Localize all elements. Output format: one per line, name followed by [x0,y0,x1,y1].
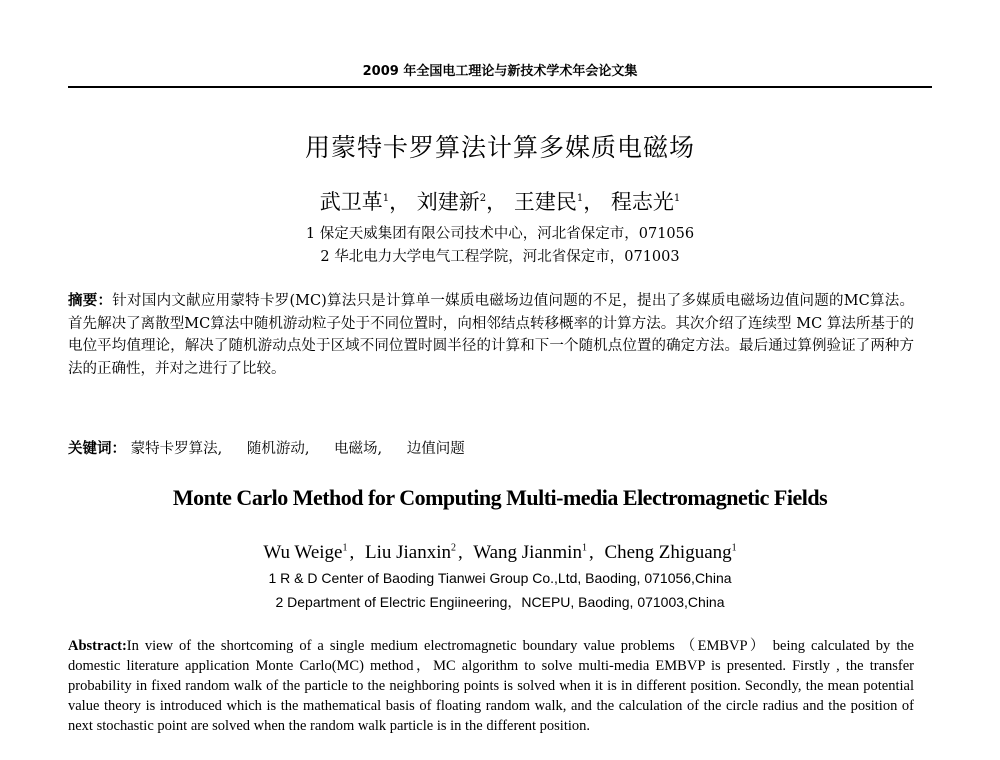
zh-author-4: 程志光$^1$ [610,190,681,214]
en-author-1: Wu Weige$^1$ , [263,542,355,563]
en-authors [0,542,1000,564]
en-author-4: Cheng Zhiguang$^1$ [604,542,737,563]
zh-keywords-label: 关键词： [68,440,126,457]
zh-author-2: 刘建新$^2$， [416,190,508,214]
en-abstract-label: Abstract: [68,638,127,654]
en-author-2: Liu Jianxin$^2$ , [364,542,463,563]
zh-abstract-label: 摘要： [68,292,113,309]
en-affiliation-1: 1 R & D Center of Baoding Tianwei Group Co.,Ltd, Baoding, 071056,China [268,570,732,586]
zh-author-1: 武卫革$^1$， [319,190,411,214]
en-title: Monte Carlo Method for Computing Multi-media Electromagnetic Fields [172,485,828,510]
zh-keyword: 边值问题 [406,441,465,457]
zh-keyword: 电磁场, [334,441,383,457]
zh-keywords [68,437,914,458]
en-affiliation-2: 2 Department of Electric Engiineering，NCEPU, Baoding, 071003,China [275,594,725,610]
zh-title: 用蒙特卡罗算法计算多媒质电磁场 [304,133,695,162]
zh-affiliation-2: 2 华北电力大学电气工程学院，河北省保定市，071003 [320,249,680,265]
zh-keyword: 随机游动, [246,441,310,457]
zh-keyword: 蒙特卡罗算法, [130,441,223,457]
en-abstract-text: In view of the shortcoming of a single medium electromagnetic boundary value problems （EMBVP） being calculated by the domestic literature application Monte Carlo(MC) method，MC algorithm to solve multi-media EMBVP is presented. Firstly , the transfer probability in fixed random walk of the particle to the neighboring points is solved when it is in different position. Secondly, the mean potential value theory is introduced which is the mathematical basis of floating random walk, and the calculation of the circle radius and the position of next stochastic point are solved when the random walk particle is in the different position. [68,638,914,734]
zh-abstract [68,290,914,380]
zh-affiliation-1: 1 保定天威集团有限公司技术中心，河北省保定市，071056 [305,226,695,242]
en-abstract [68,636,914,736]
zh-abstract-text: 针对国内文献应用蒙特卡罗(MC)算法只是计算单一媒质电磁场边值问题的不足，提出了多媒质电磁场边值问题的MC算法。首先解决了离散型MC算法中随机游动粒子处于不同位置时，向相邻结点转移概率的计算方法。其次介绍了连续型 MC 算法所基于的电位平均值理论，解决了随机游动点处于区域不同位置时圆半径的计算和下一个随机点位置的确定方法。最后通过算例验证了两种方法的正确性，并对之进行了比较。 [68,293,914,377]
zh-authors [0,186,1000,216]
zh-author-3: 王建民$^1$， [513,190,605,214]
header-rule [68,86,932,88]
running-header: 2009 年全国电工理论与新技术学术年会论文集 [362,64,638,79]
en-author-3: Wang Jianmin$^1$ , [473,542,594,563]
